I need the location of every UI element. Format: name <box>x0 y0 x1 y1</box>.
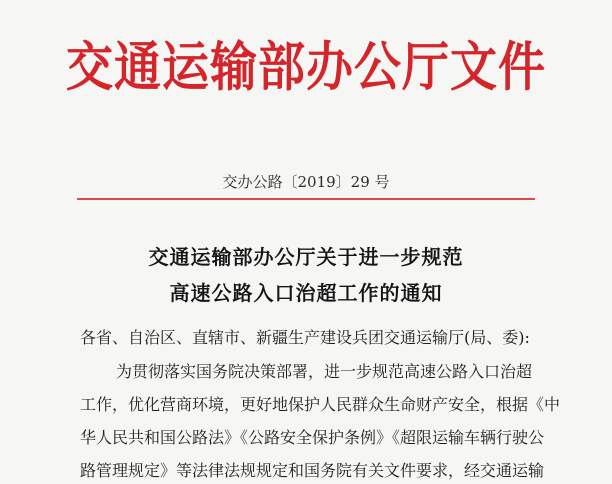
body-paragraph-line: 为贯彻落实国务院决策部署，进一步规范高速公路入口治超 <box>116 362 533 381</box>
document-number: 交办公路〔2019〕29 号 <box>222 173 390 191</box>
red-divider-line <box>77 198 535 200</box>
body-paragraph-line: 华人民共和国公路法》《公路安全保护条例》《超限运输车辆行驶公 <box>80 428 545 447</box>
notice-title-line-1: 交通运输部办公厅关于进一步规范 <box>148 245 464 269</box>
masthead-title: 交通运输部办公厅文件 <box>66 36 546 99</box>
addressee-line: 各省、自治区、直辖市、新疆生产建设兵团交通运输厅(局、委): <box>80 328 530 347</box>
body-paragraph-line: 路管理规定》等法律法规规定和国务院有关文件要求，经交通运输 <box>80 461 545 480</box>
body-paragraph-line: 工作，优化营商环境，更好地保护人民群众生命财产安全，根据《中 <box>80 395 561 414</box>
notice-title-line-2: 高速公路入口治超工作的通知 <box>169 281 443 305</box>
